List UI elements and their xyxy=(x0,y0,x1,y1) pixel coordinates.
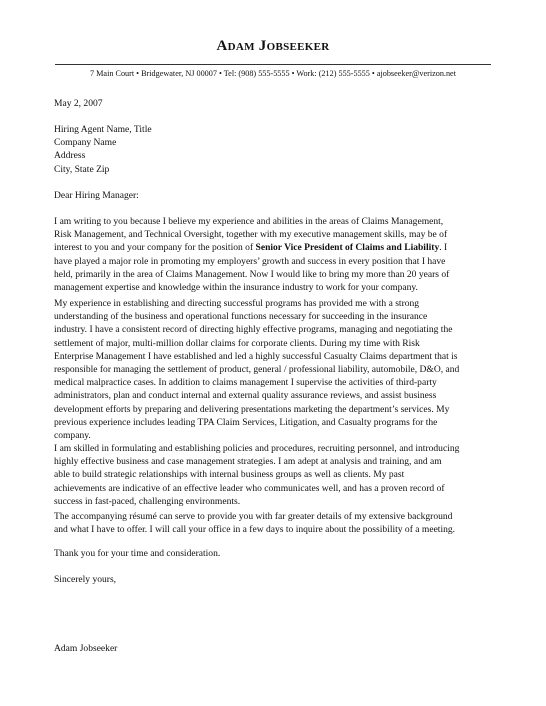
body-line: responsible for managing the settlement of product, general / professional liability, automobile, D&O, and xyxy=(54,364,460,376)
recipient-line: City, State Zip xyxy=(54,163,110,175)
body-line: and what I have to offer. I will call your office in a few days to inquire about the possibility of a meeting. xyxy=(54,524,456,536)
body-line: Risk Management, and Technical Oversight, together with my executive management skills, may be of xyxy=(54,229,448,241)
letter-date: May 2, 2007 xyxy=(54,98,103,109)
body-line: industry. I have a consistent record of directing highly effective programs, managing and negotiating the xyxy=(54,324,453,336)
body-text: . I xyxy=(439,242,448,254)
body-line: achievements are indicative of an effective leader who communicates well, and has a proven record of xyxy=(54,482,445,494)
body-line: success in fast-paced, challenging environments. xyxy=(54,495,241,507)
paragraph-4 xyxy=(54,510,494,536)
recipient-line: Address xyxy=(54,150,86,162)
closing: Sincerely yours, xyxy=(54,574,117,585)
body-line: have played a major role in promoting my employers’ growth and success in every position that I have xyxy=(54,255,446,267)
recipient-line: Hiring Agent Name, Title xyxy=(54,124,152,135)
body-line: understanding of the business and operational functions necessary for succeeding in the insurance xyxy=(54,311,428,323)
body-line: held, primarily in the area of Claims Management. Now I would like to bring my more than 20 years of xyxy=(54,268,450,280)
letterhead-contact: 7 Main Court • Bridgewater, NJ 00007 • Tel: (908) 555-5555 • Work: (212) 555-5555 • ajobseeker@verizon.net xyxy=(90,69,456,78)
body-line xyxy=(54,241,494,254)
body-line: I am writing to you because I believe my experience and abilities in the areas of Claims Management, xyxy=(54,216,444,227)
paragraph-1 xyxy=(54,215,494,294)
signature-name: Adam Jobseeker xyxy=(54,643,118,654)
body-line: Enterprise Management I have established and led a highly successful Casualty Claims department that is xyxy=(54,350,458,362)
body-text: interest to you and your company for the position of xyxy=(54,242,256,254)
body-line: development efforts by preparing and delivering presentations marketing the department’s services. My xyxy=(54,403,450,415)
body-line: settlement of major, multi-million dollar claims for corporate clients. During my time with Risk xyxy=(54,337,420,349)
body-line: management expertise and knowledge within the insurance industry to work for your company. xyxy=(54,282,418,294)
salutation: Dear Hiring Manager: xyxy=(54,190,139,201)
paragraph-2 xyxy=(54,297,494,442)
recipient-line: Company Name xyxy=(54,137,117,149)
body-line: highly effective business and case management strategies. I am adept at analysis and training, and am xyxy=(54,456,442,468)
letterhead-name: Adam Jobseeker xyxy=(216,38,330,54)
body-line: The accompanying résumé can serve to provide you with far greater details of my extensive background xyxy=(54,511,453,522)
recipient-block xyxy=(54,123,494,176)
letterhead-rule xyxy=(55,64,491,65)
body-line: medical malpractice cases. In addition to claims management I supervise the activities of third-party xyxy=(54,377,437,389)
body-line: My experience in establishing and directing successful programs has provided me with a strong xyxy=(54,298,420,309)
paragraph-3 xyxy=(54,442,494,508)
body-line: previous experience includes leading TPA Claim Services, Litigation, and Casualty programs for the xyxy=(54,416,438,428)
position-title: Senior Vice President of Claims and Liability xyxy=(255,242,440,254)
body-line: administrators, plan and conduct internal and external quality assurance reviews, and assist business xyxy=(54,390,437,402)
body-line: able to build strategic relationships with internal business groups as well as clients. My past xyxy=(54,469,405,481)
thanks-line: Thank you for your time and consideration. xyxy=(54,548,221,559)
body-line: I am skilled in formulating and establishing policies and procedures, recruiting personnel, and introducing xyxy=(54,443,460,454)
body-line: company. xyxy=(54,430,91,442)
